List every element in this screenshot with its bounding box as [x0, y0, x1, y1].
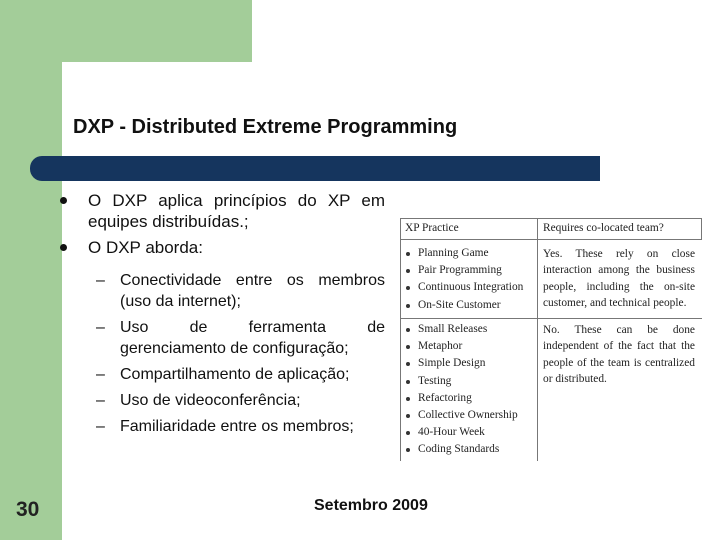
table-header-practice: XP Practice — [405, 222, 459, 234]
table-border-left — [400, 218, 401, 461]
bullet-item — [60, 237, 385, 258]
sub-bullet-list — [60, 270, 385, 437]
bullet-dot-icon — [406, 414, 410, 418]
dash-icon: – — [96, 319, 105, 336]
bullet-dot-icon — [406, 286, 410, 290]
practice-label: Metaphor — [418, 340, 463, 353]
sub-bullet-item — [96, 364, 385, 385]
table-header-divider — [400, 239, 702, 240]
practice-item — [405, 262, 523, 279]
practice-item — [405, 279, 523, 296]
xp-practice-table — [400, 218, 702, 461]
practice-label: Testing — [418, 374, 452, 387]
bullet-dot-icon — [406, 380, 410, 384]
table-border-right — [701, 218, 702, 239]
practice-item — [405, 407, 518, 424]
practice-item — [405, 355, 518, 372]
bullet-dot-icon — [406, 304, 410, 308]
practice-item — [405, 441, 518, 458]
title-underline-bar — [30, 156, 600, 181]
practice-item — [405, 338, 518, 355]
sub-bullet-item — [96, 416, 385, 437]
practice-label: Pair Programming — [418, 264, 502, 277]
practice-list-group2 — [405, 321, 518, 459]
sub-bullet-text: Uso de videoconferência; — [120, 392, 301, 409]
table-header-requires: Requires co-located team? — [543, 222, 664, 234]
bullet-dot-icon — [406, 362, 410, 366]
table-row-divider — [400, 318, 702, 319]
bullet-dot-icon — [60, 244, 67, 251]
table-border-top — [400, 218, 702, 219]
bullet-dot-icon — [406, 269, 410, 273]
sub-bullet-text: Familiaridade entre os membros; — [120, 418, 354, 435]
bullet-list — [60, 190, 385, 442]
practice-item — [405, 390, 518, 407]
practice-label: On-Site Customer — [418, 298, 501, 311]
practice-label: Small Releases — [418, 323, 488, 335]
practice-label: 40-Hour Week — [418, 426, 485, 439]
bullet-dot-icon — [406, 252, 410, 256]
practice-label: Continuous Integration — [418, 281, 524, 294]
practice-label: Simple Design — [418, 357, 486, 370]
slide-number: 30 — [16, 498, 40, 521]
practice-item — [405, 321, 518, 338]
practice-label: Refactoring — [418, 391, 472, 404]
practice-item — [405, 245, 523, 262]
practice-item — [405, 424, 518, 441]
practice-item — [405, 297, 523, 314]
bullet-text: O DXP aborda: — [88, 238, 203, 257]
bullet-dot-icon — [406, 431, 410, 435]
bullet-text: O DXP aplica princípios do XP em equipes distribuídas.; — [88, 191, 385, 231]
footer-date: Setembro 2009 — [314, 497, 428, 514]
table-column-divider — [537, 218, 538, 461]
bullet-dot-icon — [406, 328, 410, 332]
sub-bullet-text: Conectividade entre os membros (uso da internet); — [120, 272, 385, 310]
bullet-dot-icon — [406, 397, 410, 401]
bullet-item — [60, 190, 385, 232]
decorative-green-band-left — [0, 0, 62, 540]
bullet-dot-icon — [60, 197, 67, 204]
sub-bullet-text: Compartilhamento de aplicação; — [120, 366, 350, 383]
requires-answer-group2: No. These can be done independent of the fact that the people of the team is centralized or distributed. — [543, 324, 695, 386]
slide-title: DXP - Distributed Extreme Programming — [73, 116, 458, 138]
sub-bullet-item — [96, 317, 385, 359]
practice-label: Coding Standards — [418, 443, 500, 456]
dash-icon: – — [96, 392, 105, 409]
dash-icon: – — [96, 272, 105, 289]
sub-bullet-text: Uso de ferramenta de gerenciamento de configuração; — [120, 319, 385, 357]
dash-icon: – — [96, 418, 105, 435]
sub-bullet-item — [96, 390, 385, 411]
practice-label: Planning Game — [418, 247, 489, 259]
practice-item — [405, 373, 518, 390]
dash-icon: – — [96, 366, 105, 383]
bullet-dot-icon — [406, 448, 410, 452]
practice-label: Collective Ownership — [418, 409, 518, 422]
sub-bullet-item — [96, 270, 385, 312]
requires-answer-group1: Yes. These rely on close interaction among the business people, including the on-site customer, and technical people. — [543, 248, 695, 310]
practice-list-group1 — [405, 245, 523, 314]
bullet-dot-icon — [406, 345, 410, 349]
